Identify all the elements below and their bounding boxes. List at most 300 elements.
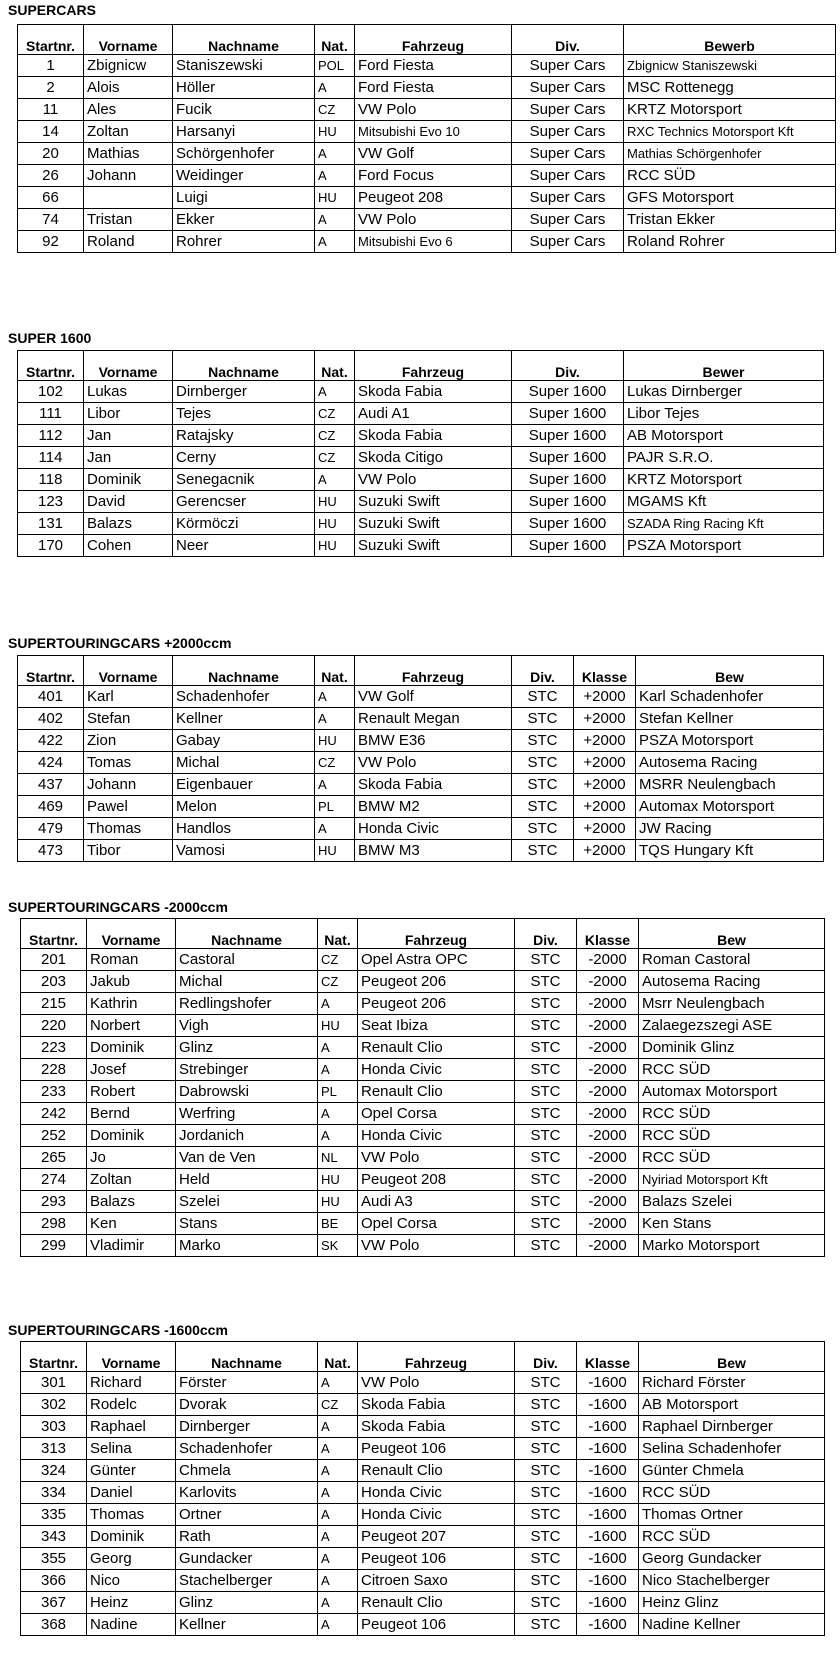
cell-klasse: -2000 — [577, 1037, 639, 1059]
cell-startnr: 215 — [21, 993, 87, 1015]
cell-fahrzeug: Peugeot 106 — [358, 1614, 515, 1636]
cell-klasse: -2000 — [577, 1191, 639, 1213]
cell-fahrzeug: VW Golf — [355, 143, 512, 165]
cell-klasse: +2000 — [574, 840, 636, 862]
cell-fahrzeug: Renault Megan — [355, 708, 512, 730]
cell-bewerb: KRTZ Motorsport — [624, 469, 824, 491]
cell-vorname: Robert — [87, 1081, 176, 1103]
cell-fahrzeug: Peugeot 207 — [358, 1526, 515, 1548]
cell-klasse: -2000 — [577, 1081, 639, 1103]
cell-klasse: -1600 — [577, 1482, 639, 1504]
cell-fahrzeug: Seat Ibiza — [358, 1015, 515, 1037]
column-header-div: Div. — [512, 656, 574, 686]
cell-div: STC — [515, 1015, 577, 1037]
cell-klasse: -2000 — [577, 1103, 639, 1125]
cell-div: STC — [515, 1614, 577, 1636]
cell-div: STC — [515, 1548, 577, 1570]
cell-startnr: 424 — [18, 752, 84, 774]
cell-nachname: Rohrer — [173, 231, 315, 253]
cell-startnr: 265 — [21, 1147, 87, 1169]
cell-div: Super Cars — [512, 231, 624, 253]
table-row — [21, 1548, 825, 1570]
cell-vorname: Daniel — [87, 1482, 176, 1504]
cell-div: STC — [515, 1372, 577, 1394]
cell-startnr: 302 — [21, 1394, 87, 1416]
cell-div: Super 1600 — [512, 535, 624, 557]
cell-nachname: Stans — [176, 1213, 318, 1235]
cell-bewerb: RXC Technics Motorsport Kft — [624, 121, 836, 143]
cell-vorname: Zoltan — [84, 121, 173, 143]
table-row — [21, 1614, 825, 1636]
cell-nachname: Van de Ven — [176, 1147, 318, 1169]
column-header-nat: Nat. — [315, 25, 355, 55]
cell-nat: A — [315, 686, 355, 708]
table-row — [21, 1416, 825, 1438]
table-row — [18, 535, 824, 557]
column-header-bewerb: Bewerb — [624, 25, 836, 55]
cell-div: Super 1600 — [512, 491, 624, 513]
cell-nat: A — [318, 1372, 358, 1394]
cell-div: STC — [515, 1147, 577, 1169]
cell-fahrzeug: Ford Focus — [355, 165, 512, 187]
cell-fahrzeug: Suzuki Swift — [355, 535, 512, 557]
cell-klasse: -1600 — [577, 1548, 639, 1570]
cell-fahrzeug: Opel Corsa — [358, 1103, 515, 1125]
cell-div: Super Cars — [512, 77, 624, 99]
cell-vorname: Dominik — [87, 1037, 176, 1059]
cell-vorname: Ken — [87, 1213, 176, 1235]
cell-nachname: Glinz — [176, 1037, 318, 1059]
cell-fahrzeug: Honda Civic — [358, 1504, 515, 1526]
cell-bewerb: Balazs Szelei — [639, 1191, 825, 1213]
section-title-supercars: SUPERCARS — [8, 2, 96, 18]
cell-nat: CZ — [315, 99, 355, 121]
cell-bewerb: Selina Schadenhofer — [639, 1438, 825, 1460]
column-header-fahrzeug: Fahrzeug — [355, 25, 512, 55]
cell-nat: CZ — [318, 971, 358, 993]
cell-bewerb: Zalaegezszegi ASE — [639, 1015, 825, 1037]
cell-startnr: 335 — [21, 1504, 87, 1526]
cell-bewerb: JW Racing — [636, 818, 824, 840]
table-row — [21, 1372, 825, 1394]
cell-fahrzeug: VW Polo — [355, 209, 512, 231]
column-header-nat: Nat. — [315, 656, 355, 686]
cell-vorname: Ales — [84, 99, 173, 121]
cell-bewerb: Autosema Racing — [639, 971, 825, 993]
cell-bewerb: MGAMS Kft — [624, 491, 824, 513]
cell-nat: A — [315, 165, 355, 187]
table-row — [21, 993, 825, 1015]
cell-startnr: 401 — [18, 686, 84, 708]
cell-div: Super 1600 — [512, 425, 624, 447]
column-header-nat: Nat. — [315, 351, 355, 381]
table-row — [18, 796, 824, 818]
cell-nat: A — [318, 1482, 358, 1504]
table-row — [18, 513, 824, 535]
cell-fahrzeug: VW Polo — [355, 752, 512, 774]
cell-nachname: Vigh — [176, 1015, 318, 1037]
table-row — [21, 1081, 825, 1103]
table-row — [18, 55, 836, 77]
cell-startnr: 469 — [18, 796, 84, 818]
column-header-nachname: Nachname — [173, 351, 315, 381]
cell-klasse: -1600 — [577, 1372, 639, 1394]
column-header-nat: Nat. — [318, 1342, 358, 1372]
cell-nat: A — [318, 1416, 358, 1438]
cell-fahrzeug: Opel Astra OPC — [358, 949, 515, 971]
cell-nachname: Michal — [176, 971, 318, 993]
cell-nat: A — [318, 1103, 358, 1125]
cell-startnr: 114 — [18, 447, 84, 469]
column-header-div: Div. — [512, 25, 624, 55]
cell-nat: HU — [315, 535, 355, 557]
cell-nat: PL — [318, 1081, 358, 1103]
cell-nat: A — [318, 1592, 358, 1614]
cell-vorname: Norbert — [87, 1015, 176, 1037]
column-header-startnr: Startnr. — [21, 919, 87, 949]
cell-fahrzeug: VW Polo — [358, 1235, 515, 1257]
cell-div: STC — [515, 1526, 577, 1548]
column-header-fahrzeug: Fahrzeug — [355, 656, 512, 686]
cell-nachname: Werfring — [176, 1103, 318, 1125]
table-row — [18, 447, 824, 469]
section-title-stc-minus2000: SUPERTOURINGCARS -2000ccm — [8, 899, 228, 915]
cell-vorname: Dominik — [84, 469, 173, 491]
cell-nat: A — [318, 993, 358, 1015]
cell-fahrzeug: Audi A1 — [355, 403, 512, 425]
cell-nachname: Schadenhofer — [173, 686, 315, 708]
table-row — [21, 1460, 825, 1482]
cell-bewerb: Msrr Neulengbach — [639, 993, 825, 1015]
column-header-fahrzeug: Fahrzeug — [358, 919, 515, 949]
cell-vorname: Raphael — [87, 1416, 176, 1438]
cell-div: STC — [512, 818, 574, 840]
cell-startnr: 1 — [18, 55, 84, 77]
cell-klasse: -1600 — [577, 1504, 639, 1526]
cell-klasse: -2000 — [577, 1125, 639, 1147]
cell-div: STC — [512, 730, 574, 752]
cell-nachname: Weidinger — [173, 165, 315, 187]
cell-nachname: Szelei — [176, 1191, 318, 1213]
cell-bewerb: RCC SÜD — [639, 1147, 825, 1169]
cell-fahrzeug: BMW M2 — [355, 796, 512, 818]
cell-vorname: Tomas — [84, 752, 173, 774]
cell-nachname: Luigi — [173, 187, 315, 209]
column-header-bewerb: Bewer — [624, 351, 824, 381]
cell-nachname: Neer — [173, 535, 315, 557]
cell-vorname: Günter — [87, 1460, 176, 1482]
header-row — [21, 919, 825, 949]
cell-klasse: -2000 — [577, 971, 639, 993]
cell-vorname: Heinz — [87, 1592, 176, 1614]
cell-bewerb: Dominik Glinz — [639, 1037, 825, 1059]
cell-div: Super Cars — [512, 99, 624, 121]
cell-div: STC — [515, 1394, 577, 1416]
cell-nachname: Stachelberger — [176, 1570, 318, 1592]
cell-div: STC — [515, 1235, 577, 1257]
cell-bewerb: RCC SÜD — [639, 1482, 825, 1504]
cell-nat: A — [318, 1059, 358, 1081]
cell-nat: A — [315, 774, 355, 796]
cell-fahrzeug: Peugeot 208 — [355, 187, 512, 209]
cell-bewerb: MSRR Neulengbach — [636, 774, 824, 796]
cell-fahrzeug: Peugeot 208 — [358, 1169, 515, 1191]
cell-startnr: 437 — [18, 774, 84, 796]
column-header-klasse: Klasse — [577, 919, 639, 949]
cell-div: STC — [515, 1081, 577, 1103]
cell-div: Super Cars — [512, 209, 624, 231]
cell-klasse: +2000 — [574, 730, 636, 752]
cell-startnr: 252 — [21, 1125, 87, 1147]
column-header-nachname: Nachname — [176, 1342, 318, 1372]
cell-startnr: 274 — [21, 1169, 87, 1191]
column-header-startnr: Startnr. — [18, 351, 84, 381]
cell-startnr: 111 — [18, 403, 84, 425]
column-header-bewerb: Bew — [639, 919, 825, 949]
cell-vorname: Karl — [84, 686, 173, 708]
cell-bewerb: RCC SÜD — [624, 165, 836, 187]
cell-fahrzeug: Skoda Fabia — [355, 381, 512, 403]
cell-fahrzeug: Honda Civic — [358, 1059, 515, 1081]
cell-vorname: Johann — [84, 774, 173, 796]
cell-nat: HU — [315, 730, 355, 752]
cell-klasse: -1600 — [577, 1592, 639, 1614]
cell-div: STC — [515, 1504, 577, 1526]
cell-div: STC — [515, 1125, 577, 1147]
cell-nat: A — [318, 1460, 358, 1482]
cell-startnr: 74 — [18, 209, 84, 231]
cell-div: Super Cars — [512, 187, 624, 209]
cell-startnr: 118 — [18, 469, 84, 491]
cell-vorname: Jan — [84, 447, 173, 469]
cell-fahrzeug: Renault Clio — [358, 1037, 515, 1059]
cell-fahrzeug: Skoda Citigo — [355, 447, 512, 469]
cell-fahrzeug: VW Golf — [355, 686, 512, 708]
cell-nat: CZ — [315, 403, 355, 425]
table-row — [18, 165, 836, 187]
cell-div: Super Cars — [512, 143, 624, 165]
cell-nachname: Kellner — [173, 708, 315, 730]
cell-nachname: Harsanyi — [173, 121, 315, 143]
cell-startnr: 228 — [21, 1059, 87, 1081]
cell-klasse: +2000 — [574, 796, 636, 818]
cell-vorname: Vladimir — [87, 1235, 176, 1257]
table-super1600 — [17, 350, 824, 557]
cell-fahrzeug: VW Polo — [355, 99, 512, 121]
column-header-fahrzeug: Fahrzeug — [358, 1342, 515, 1372]
table-row — [18, 818, 824, 840]
cell-startnr: 303 — [21, 1416, 87, 1438]
cell-div: STC — [512, 708, 574, 730]
cell-vorname: Balazs — [87, 1191, 176, 1213]
cell-nachname: Höller — [173, 77, 315, 99]
cell-vorname: Jakub — [87, 971, 176, 993]
cell-startnr: 301 — [21, 1372, 87, 1394]
table-row — [21, 949, 825, 971]
cell-nachname: Redlingshofer — [176, 993, 318, 1015]
table-row — [21, 1438, 825, 1460]
cell-div: Super Cars — [512, 165, 624, 187]
table-row — [21, 1191, 825, 1213]
table-row — [21, 1059, 825, 1081]
cell-startnr: 298 — [21, 1213, 87, 1235]
column-header-startnr: Startnr. — [21, 1342, 87, 1372]
cell-nachname: Castoral — [176, 949, 318, 971]
cell-startnr: 402 — [18, 708, 84, 730]
table-row — [18, 730, 824, 752]
cell-nachname: Rath — [176, 1526, 318, 1548]
cell-div: Super 1600 — [512, 447, 624, 469]
cell-bewerb: KRTZ Motorsport — [624, 99, 836, 121]
table-row — [21, 1037, 825, 1059]
cell-bewerb: RCC SÜD — [639, 1059, 825, 1081]
cell-klasse: +2000 — [574, 774, 636, 796]
cell-div: STC — [512, 774, 574, 796]
cell-klasse: +2000 — [574, 752, 636, 774]
cell-fahrzeug: VW Polo — [355, 469, 512, 491]
cell-bewerb: Roman Castoral — [639, 949, 825, 971]
cell-bewerb: Nyiriad Motorsport Kft — [639, 1169, 825, 1191]
cell-fahrzeug: Mitsubishi Evo 10 — [355, 121, 512, 143]
cell-vorname: Bernd — [87, 1103, 176, 1125]
table-stc-plus2000 — [17, 655, 824, 862]
cell-nachname: Gabay — [173, 730, 315, 752]
cell-vorname: Richard — [87, 1372, 176, 1394]
cell-div: Super 1600 — [512, 403, 624, 425]
header-row — [21, 1342, 825, 1372]
cell-bewerb: Ken Stans — [639, 1213, 825, 1235]
cell-bewerb: Marko Motorsport — [639, 1235, 825, 1257]
cell-vorname: Selina — [87, 1438, 176, 1460]
cell-fahrzeug: Ford Fiesta — [355, 55, 512, 77]
table-row — [18, 708, 824, 730]
cell-klasse: -2000 — [577, 993, 639, 1015]
table-row — [21, 1592, 825, 1614]
cell-nat: SK — [318, 1235, 358, 1257]
cell-bewerb: Günter Chmela — [639, 1460, 825, 1482]
cell-startnr: 223 — [21, 1037, 87, 1059]
cell-nachname: Gundacker — [176, 1548, 318, 1570]
cell-startnr: 66 — [18, 187, 84, 209]
cell-vorname: Tibor — [84, 840, 173, 862]
cell-nat: A — [315, 708, 355, 730]
cell-fahrzeug: Opel Corsa — [358, 1213, 515, 1235]
cell-startnr: 92 — [18, 231, 84, 253]
cell-klasse: -2000 — [577, 1213, 639, 1235]
table-row — [21, 1526, 825, 1548]
column-header-div: Div. — [512, 351, 624, 381]
cell-nachname: Handlos — [173, 818, 315, 840]
table-row — [21, 1394, 825, 1416]
cell-div: STC — [515, 1213, 577, 1235]
cell-div: STC — [515, 1592, 577, 1614]
cell-nat: HU — [315, 491, 355, 513]
cell-bewerb: Automax Motorsport — [639, 1081, 825, 1103]
cell-vorname: Roman — [87, 949, 176, 971]
column-header-klasse: Klasse — [577, 1342, 639, 1372]
cell-div: STC — [515, 1169, 577, 1191]
cell-bewerb: Lukas Dirnberger — [624, 381, 824, 403]
cell-nachname: Cerny — [173, 447, 315, 469]
cell-div: STC — [515, 1059, 577, 1081]
cell-nat: HU — [315, 840, 355, 862]
cell-bewerb: TQS Hungary Kft — [636, 840, 824, 862]
cell-bewerb: AB Motorsport — [639, 1394, 825, 1416]
cell-bewerb: Nico Stachelberger — [639, 1570, 825, 1592]
cell-klasse: -2000 — [577, 1015, 639, 1037]
cell-startnr: 233 — [21, 1081, 87, 1103]
header-row — [18, 656, 824, 686]
table-row — [21, 1482, 825, 1504]
cell-startnr: 473 — [18, 840, 84, 862]
cell-startnr: 112 — [18, 425, 84, 447]
cell-bewerb: Thomas Ortner — [639, 1504, 825, 1526]
cell-vorname: Thomas — [84, 818, 173, 840]
cell-div: STC — [515, 1416, 577, 1438]
table-stc-minus2000 — [20, 918, 825, 1257]
cell-nachname: Senegacnik — [173, 469, 315, 491]
column-header-bewerb: Bew — [636, 656, 824, 686]
cell-bewerb: Stefan Kellner — [636, 708, 824, 730]
cell-nat: A — [318, 1504, 358, 1526]
cell-vorname: Dominik — [87, 1526, 176, 1548]
cell-vorname: Zoltan — [87, 1169, 176, 1191]
cell-startnr: 368 — [21, 1614, 87, 1636]
cell-bewerb: PSZA Motorsport — [624, 535, 824, 557]
cell-bewerb: Mathias Schörgenhofer — [624, 143, 836, 165]
cell-fahrzeug: Skoda Fabia — [355, 774, 512, 796]
cell-div: STC — [515, 1191, 577, 1213]
cell-startnr: 479 — [18, 818, 84, 840]
cell-bewerb: Georg Gundacker — [639, 1548, 825, 1570]
cell-div: STC — [515, 1037, 577, 1059]
cell-bewerb: RCC SÜD — [639, 1103, 825, 1125]
cell-klasse: +2000 — [574, 686, 636, 708]
cell-nachname: Vamosi — [173, 840, 315, 862]
cell-nat: A — [318, 1570, 358, 1592]
cell-vorname: Libor — [84, 403, 173, 425]
table-row — [18, 143, 836, 165]
cell-nat: A — [315, 818, 355, 840]
cell-nat: A — [315, 231, 355, 253]
cell-nat: A — [318, 1125, 358, 1147]
cell-klasse: -1600 — [577, 1460, 639, 1482]
cell-startnr: 242 — [21, 1103, 87, 1125]
cell-nachname: Körmöczi — [173, 513, 315, 535]
table-row — [18, 77, 836, 99]
table-row — [21, 1570, 825, 1592]
cell-nat: CZ — [315, 752, 355, 774]
cell-fahrzeug: Audi A3 — [358, 1191, 515, 1213]
cell-fahrzeug: Citroen Saxo — [358, 1570, 515, 1592]
cell-nachname: Förster — [176, 1372, 318, 1394]
table-row — [21, 1103, 825, 1125]
table-row — [18, 187, 836, 209]
cell-nachname: Eigenbauer — [173, 774, 315, 796]
table-row — [18, 840, 824, 862]
column-header-nachname: Nachname — [173, 25, 315, 55]
cell-div: Super Cars — [512, 121, 624, 143]
cell-vorname: Alois — [84, 77, 173, 99]
cell-nachname: Ekker — [173, 209, 315, 231]
cell-vorname: Johann — [84, 165, 173, 187]
cell-nat: A — [318, 1526, 358, 1548]
cell-vorname: Rodelc — [87, 1394, 176, 1416]
cell-nachname: Dirnberger — [176, 1416, 318, 1438]
column-header-div: Div. — [515, 919, 577, 949]
cell-startnr: 324 — [21, 1460, 87, 1482]
cell-startnr: 203 — [21, 971, 87, 993]
